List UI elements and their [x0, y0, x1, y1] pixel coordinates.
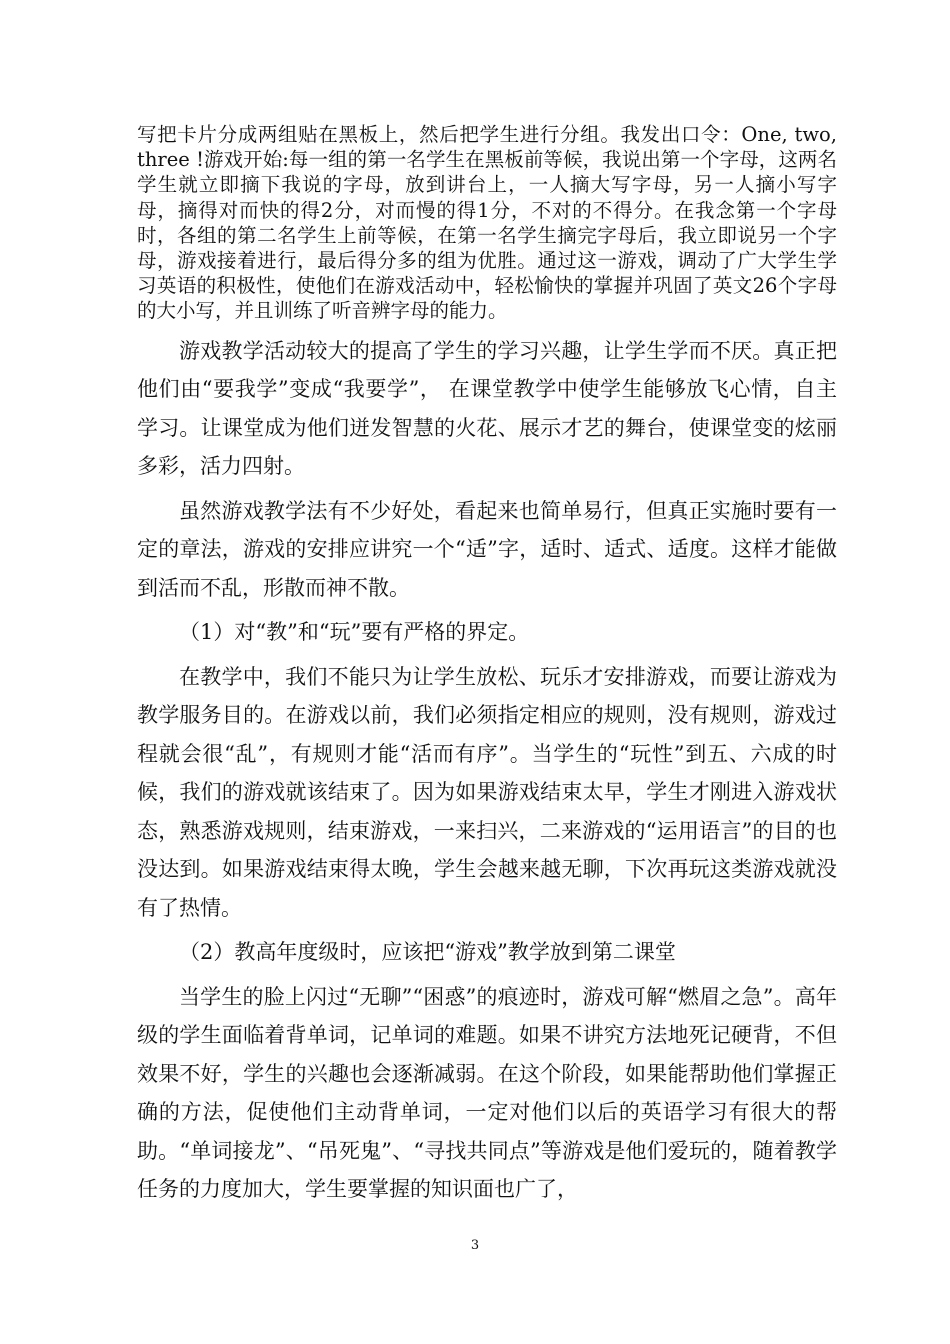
paragraph-game-rules: 虽然游戏教学法有不少好处，看起来也简单易行，但真正实施时要有一定的章法，游戏的安排应讲究一个“适”字，适时、适式、适度。这样才能做到活而不乱，形散而神不散。	[137, 498, 837, 600]
paragraph-game-interest: 游戏教学活动较大的提高了学生的学习兴趣，让学生学而不厌。真正把他们由“要我学”变成“我要学”， 在课堂教学中使学生能够放飞心情，自主学习。让课堂成为他们迸发智慧的火花、展示才艺的舞台，使课堂变的炫丽多彩，活力四射。	[137, 338, 837, 479]
heading-point-2: （2）教高年度级时，应该把“游戏”教学放到第二课堂	[179, 940, 676, 965]
paragraph-teach-and-play: 在教学中，我们不能只为让学生放松、玩乐才安排游戏，而要让游戏为教学服务目的。在游戏以前，我们必须指定相应的规则，没有规则，游戏过程就会很“乱”，有规则才能“活而有序”。当学生的“玩性”到五、六成的时候，我们的游戏就该结束了。因为如果游戏结束太早，学生才刚进入游戏状态，熟悉游戏规则，结束游戏，一来扫兴，二来游戏的“运用语言”的目的也没达到。如果游戏结束得太晚，学生会越来越无聊，下次再玩这类游戏就没有了热情。	[137, 664, 837, 920]
page-number: 3	[470, 1238, 480, 1253]
document-body	[137, 122, 837, 1209]
heading-point-1: （1）对“教”和“玩”要有严格的界定。	[179, 620, 530, 645]
paragraph-letter-game: 写把卡片分成两组贴在黑板上，然后把学生进行分组。我发出口令：One, two, three !游戏开始:每一组的第一名学生在黑板前等候，我说出第一个字母，这两名学生就立即摘下我说的字母，放到讲台上，一人摘大写字母，另一人摘小写字母，摘得对而快的得2分，对而慢的得1分，不对的不得分。在我念第一个字母时，各组的第二名学生上前等候，在第一名学生摘完字母后，我立即说另一个字母，游戏接着进行，最后得分多的组为优胜。通过这一游戏，调动了广大学生学习英语的积极性，使他们在游戏活动中，轻松愉快的掌握并巩固了英文26个字母的大小写，并且训练了听音辨字母的能力。	[137, 123, 837, 323]
paragraph-senior-grades: 当学生的脸上闪过“无聊”“困惑”的痕迹时，游戏可解“燃眉之急”。高年级的学生面临着背单词，记单词的难题。如果不讲究方法地死记硬背，不但效果不好，学生的兴趣也会逐渐减弱。在这个阶段，如果能帮助他们掌握正确的方法，促使他们主动背单词，一定对他们以后的英语学习有很大的帮助。“单词接龙”、“吊死鬼”、“寻找共同点”等游戏是他们爱玩的，随着教学任务的力度加大，学生要掌握的知识面也广了，	[137, 984, 837, 1202]
